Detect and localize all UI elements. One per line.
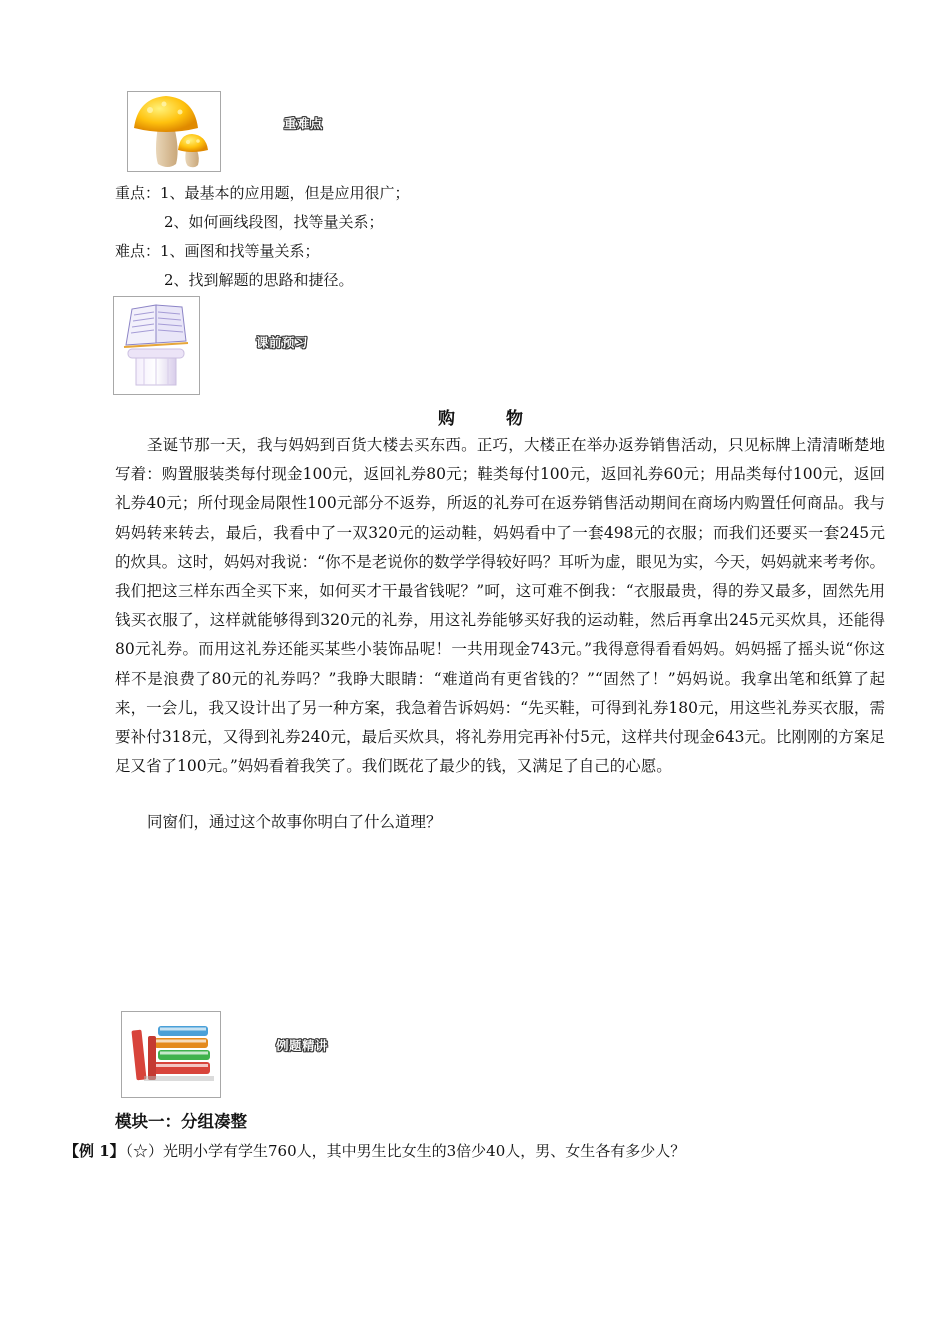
- mushroom-icon: [128, 92, 220, 171]
- key-point-line-1: 重点：1、最基本的应用题，但是应用很广；: [115, 184, 410, 202]
- story-paragraph-1: 圣诞节那一天，我与妈妈到百货大楼去买东西。正巧，大楼正在举办返券销售活动，只见标牌上清清晰楚地写着：购置服装类每付现金100元，返回礼券80元；鞋类每付100元，返回礼券60元；用品类每付100元，返回礼券40元；所付现金局限性100元部分不返券，所返的礼券可在返券销售活动期间在商场内购置任何商品。我与妈妈转来转去，最后，我看中了一双320元的运动鞋，妈妈看中了一套498元的衣服；而我们还要买一套245元的炊具。这时，妈妈对我说：“你不是老说你的数学学得较好吗？耳听为虚，眼见为实，今天，妈妈就来考考你。我们把这三样东西全买下来，如何买才干最省钱呢？”呵，这可难不倒我：“衣服最贵，得的券又最多，固然先用钱买衣服了，这样就能够得到320元的礼券，用这礼券能够买好我的运动鞋，然后再拿出245元买炊具，还能得80元礼券。而用这礼券还能买某些小装饰品呢！一共用现金743元。”我得意得看看妈妈。妈妈摇了摇头说“你这样不是浪费了80元的礼券吗？”我睁大眼睛：“难道尚有更省钱的？”“固然了！”妈妈说。我拿出笔和纸算了起来，一会儿，我又设计出了另一种方案，我急着告诉妈妈：“先买鞋，可得到礼券180元，用这些礼券买衣服，需要补付318元，又得到礼券240元，最后买炊具，将礼券用完再补付5元，这样共付现金643元。比刚刚的方案足足又省了100元。”妈妈看着我笑了。我们既花了最少的钱，又满足了自己的心愿。: [115, 436, 885, 776]
- section-tag-difficulty: 重难点: [284, 116, 324, 131]
- section-tag-examples: 例题精讲: [276, 1038, 329, 1053]
- open-book-icon: [114, 297, 199, 394]
- module-title: 模块一：分组凑整: [115, 1112, 247, 1131]
- story-paragraph-2: 同窗们，通过这个故事你明白了什么道理？: [147, 813, 442, 831]
- book-icon-frame: [113, 296, 200, 395]
- example-label: 【例 1】: [64, 1142, 125, 1160]
- mushroom-icon-frame: [127, 91, 221, 172]
- books-icon-frame: [121, 1011, 221, 1098]
- key-point-line-2: 2、如何画线段图，找等量关系；: [164, 213, 384, 231]
- story-title: 购 物: [438, 409, 523, 429]
- section-tag-preview: 课前预习: [256, 335, 309, 350]
- example-text: （☆）光明小学有学生760人，其中男生比女生的3倍少40人，男、女生各有多少人？: [118, 1142, 686, 1160]
- difficulty-line-1: 难点：1、画图和找等量关系；: [115, 242, 320, 260]
- stacked-books-icon: [122, 1012, 220, 1097]
- difficulty-line-2: 2、找到解题的思路和捷径。: [164, 271, 354, 289]
